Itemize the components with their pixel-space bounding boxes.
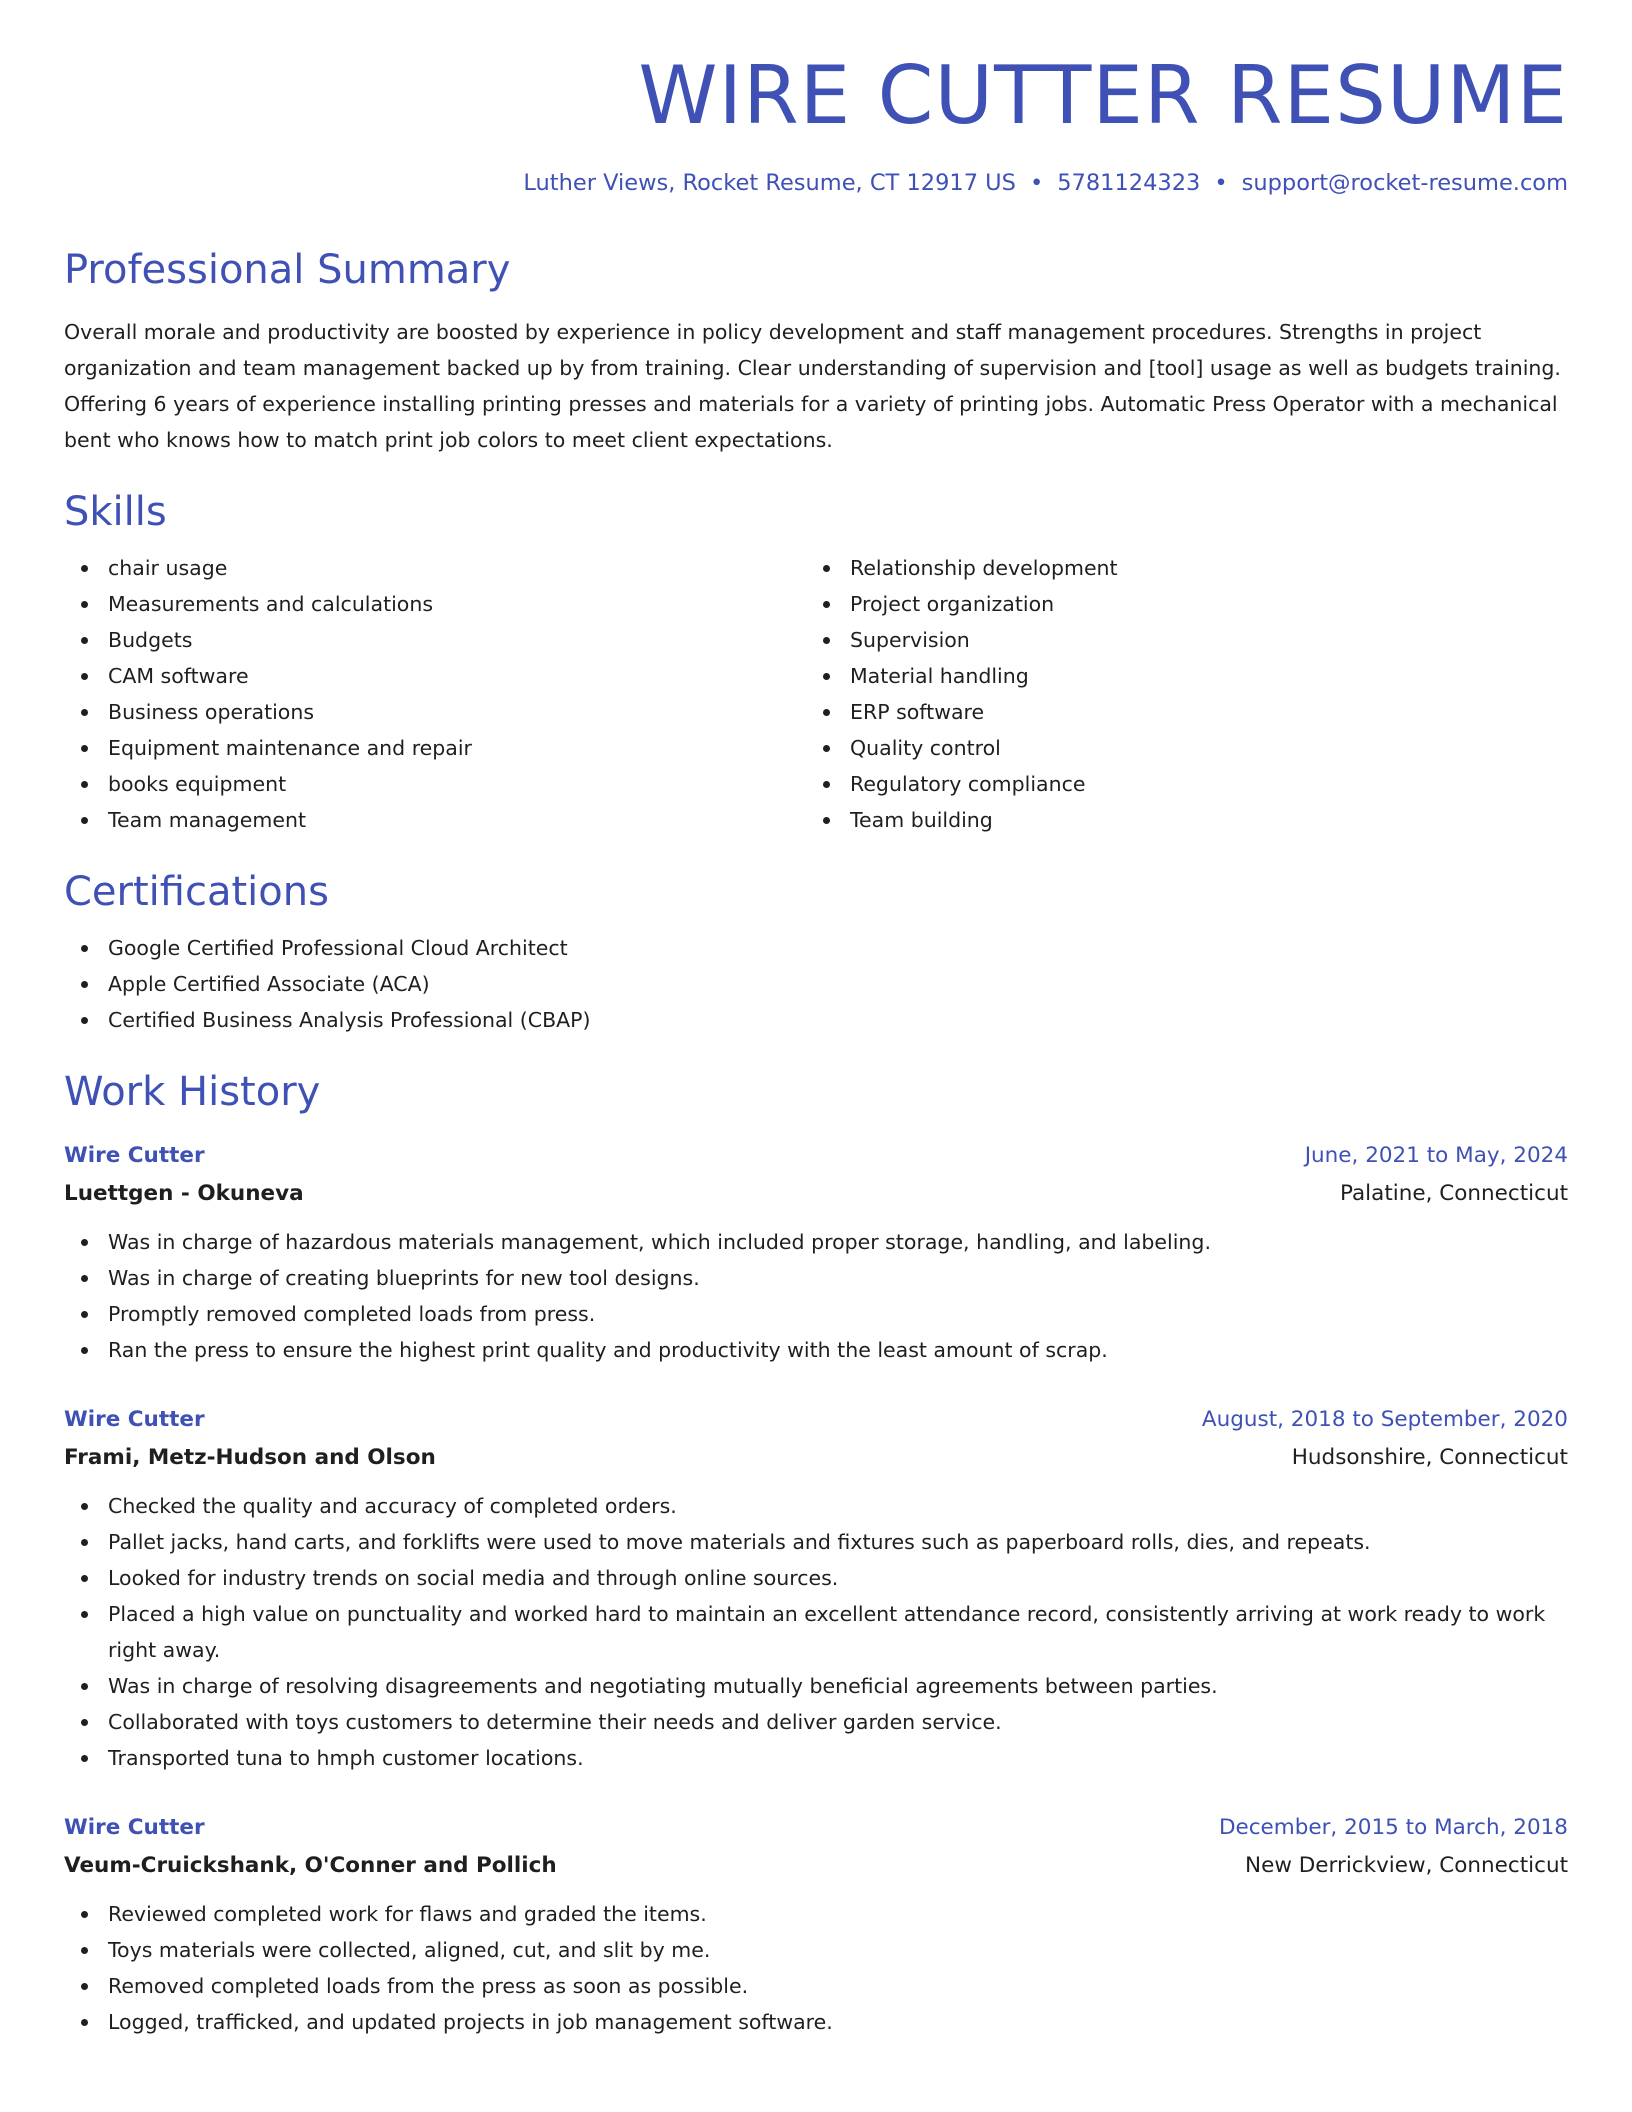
job-company: Frami, Metz-Hudson and Olson	[64, 1445, 436, 1470]
job-bullet-list	[64, 1488, 1568, 1776]
work-history-section	[64, 1068, 1568, 2040]
skill-item: Equipment maintenance and repair	[64, 730, 806, 766]
job-bullet: Logged, trafficked, and updated projects in job management software.	[64, 2004, 1568, 2040]
job-bullet: Checked the quality and accuracy of completed orders.	[64, 1488, 1568, 1524]
resume-name: WIRE CUTTER RESUME	[638, 49, 1568, 142]
job-bullet: Ran the press to ensure the highest print quality and productivity with the least amount of scrap.	[64, 1332, 1568, 1368]
job-entry	[64, 1138, 1568, 1368]
skill-item: Regulatory compliance	[806, 766, 1568, 802]
contact-separator: •	[1029, 170, 1044, 196]
contact-separator: •	[1214, 170, 1228, 196]
job-bullet: Pallet jacks, hand carts, and forklifts were used to move materials and fixtures such as paperboard rolls, dies, and repeats.	[64, 1524, 1568, 1560]
summary-text: Overall morale and productivity are boosted by experience in policy development and staff management procedures. Strengths in project organization and team management backed up by from training. Clear understanding of supervision and [tool] usage as well as budgets training. Offering 6 years of experience installing printing presses and materials for a variety of printing jobs. Automatic Press Operator with a mechanical bent who knows how to match print job colors to meet client expectations.	[64, 320, 1561, 452]
contact-line	[64, 170, 1568, 196]
skill-item: Measurements and calculations	[64, 586, 806, 622]
certifications-heading: Certifications	[64, 869, 329, 915]
job-bullet: Placed a high value on punctuality and worked hard to maintain an excellent attendance record, consistently arriving at work ready to work right away.	[64, 1596, 1568, 1668]
certifications-list	[64, 930, 1568, 1038]
job-company-row	[64, 1846, 1568, 1886]
job-bullet: Was in charge of creating blueprints for new tool designs.	[64, 1260, 1568, 1296]
job-title: Wire Cutter	[64, 1407, 205, 1432]
job-title-row	[64, 1402, 1568, 1438]
skills-grid	[64, 550, 1568, 838]
job-bullet: Looked for industry trends on social media and through online sources.	[64, 1560, 1568, 1596]
job-company: Veum-Cruickshank, O'Conner and Pollich	[64, 1853, 557, 1878]
skill-item: Quality control	[806, 730, 1568, 766]
job-bullet: Reviewed completed work for flaws and graded the items.	[64, 1896, 1568, 1932]
job-bullet: Collaborated with toys customers to determine their needs and deliver garden service.	[64, 1704, 1568, 1740]
contact-phone: 5781124323	[1057, 170, 1201, 196]
summary-section	[64, 246, 1568, 458]
job-location: Palatine, Connecticut	[1340, 1181, 1568, 1206]
certification-item: Google Certified Professional Cloud Architect	[64, 930, 1568, 966]
skill-item: Project organization	[806, 586, 1568, 622]
job-company: Luettgen - Okuneva	[64, 1181, 304, 1206]
job-bullet: Toys materials were collected, aligned, cut, and slit by me.	[64, 1932, 1568, 1968]
job-title: Wire Cutter	[64, 1143, 205, 1168]
skill-item: chair usage	[64, 550, 806, 586]
resume-header	[64, 0, 1568, 196]
contact-email[interactable]: support@rocket-resume.com	[1241, 170, 1568, 196]
job-entry	[64, 1402, 1568, 1776]
job-title-row	[64, 1810, 1568, 1846]
skills-list-right	[806, 550, 1568, 838]
certification-item: Certified Business Analysis Professional (CBAP)	[64, 1002, 1568, 1038]
job-bullet: Removed completed loads from the press as soon as possible.	[64, 1968, 1568, 2004]
skills-list-left	[64, 550, 806, 838]
skill-item: Material handling	[806, 658, 1568, 694]
work-history-heading: Work History	[64, 1069, 321, 1115]
skill-item: CAM software	[64, 658, 806, 694]
job-bullet-list	[64, 1896, 1568, 2040]
job-bullet: Was in charge of hazardous materials management, which included proper storage, handling, and labeling.	[64, 1224, 1568, 1260]
job-location: Hudsonshire, Connecticut	[1291, 1445, 1568, 1470]
skill-item: Team management	[64, 802, 806, 838]
skill-item: Relationship development	[806, 550, 1568, 586]
job-company-row	[64, 1438, 1568, 1478]
skill-item: Supervision	[806, 622, 1568, 658]
certifications-section	[64, 868, 1568, 1038]
skill-item: Business operations	[64, 694, 806, 730]
certification-item: Apple Certified Associate (ACA)	[64, 966, 1568, 1002]
skill-item: books equipment	[64, 766, 806, 802]
skill-item: ERP software	[806, 694, 1568, 730]
contact-address: Luther Views, Rocket Resume, CT 12917 US	[523, 170, 1016, 196]
skill-item: Team building	[806, 802, 1568, 838]
job-dates: June, 2021 to May, 2024	[1304, 1143, 1568, 1168]
job-bullet: Promptly removed completed loads from press.	[64, 1296, 1568, 1332]
job-bullet-list	[64, 1224, 1568, 1368]
job-location: New Derrickview, Connecticut	[1245, 1853, 1568, 1878]
job-bullet: Transported tuna to hmph customer locations.	[64, 1740, 1568, 1776]
job-title-row	[64, 1138, 1568, 1174]
job-bullet: Was in charge of resolving disagreements and negotiating mutually beneficial agreements between parties.	[64, 1668, 1568, 1704]
job-title: Wire Cutter	[64, 1815, 205, 1840]
skills-section	[64, 488, 1568, 838]
job-dates: December, 2015 to March, 2018	[1218, 1815, 1568, 1840]
job-entry	[64, 1810, 1568, 2040]
summary-heading: Professional Summary	[64, 247, 511, 293]
skill-item: Budgets	[64, 622, 806, 658]
job-company-row	[64, 1174, 1568, 1214]
skills-heading: Skills	[64, 489, 167, 535]
job-dates: August, 2018 to September, 2020	[1201, 1407, 1568, 1432]
